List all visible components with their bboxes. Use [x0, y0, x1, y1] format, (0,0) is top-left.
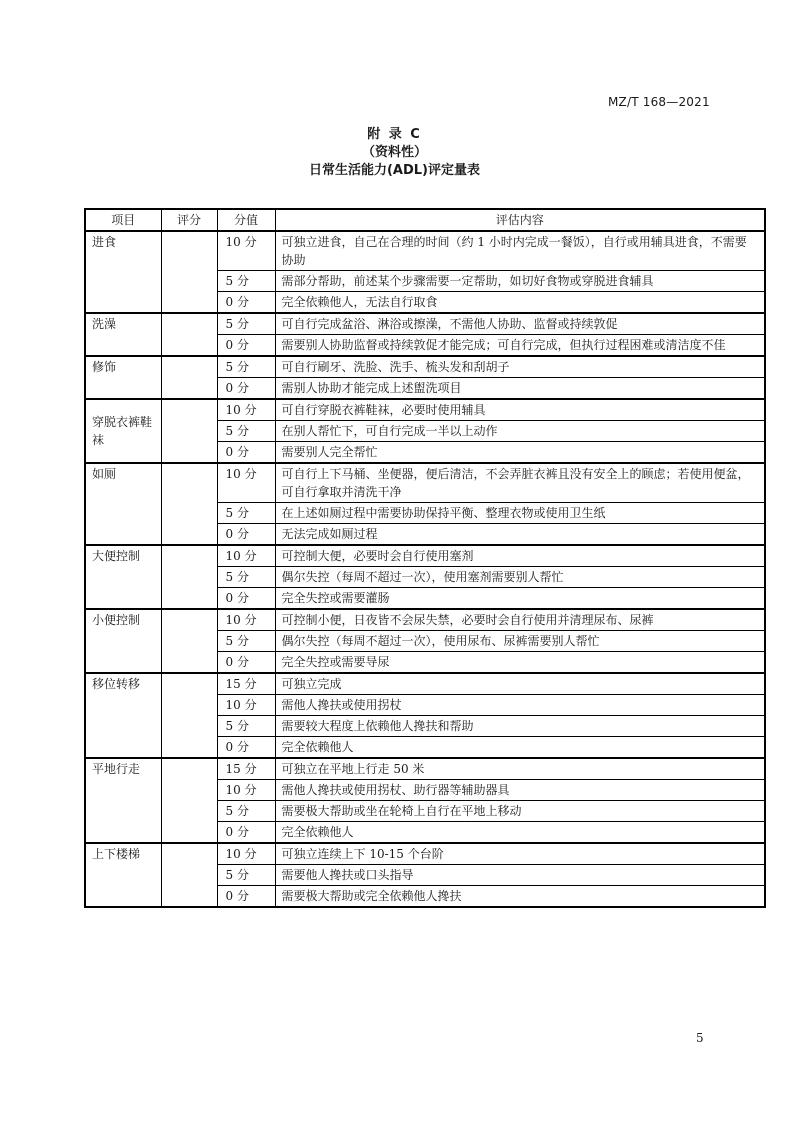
page-number: 5 — [696, 1031, 704, 1045]
header-rating: 评分 — [161, 209, 217, 231]
header-content: 评估内容 — [275, 209, 765, 231]
table-header-row — [85, 209, 765, 231]
score-cell: 5 分 — [217, 421, 275, 442]
content-cell: 在别人帮忙下，可自行完成一半以上动作 — [275, 421, 765, 442]
score-cell: 10 分 — [217, 780, 275, 801]
score-cell: 10 分 — [217, 231, 275, 271]
content-cell: 完全依赖他人 — [275, 737, 765, 759]
score-cell: 0 分 — [217, 335, 275, 357]
table-title: 日常生活能力(ADL)评定量表 — [308, 163, 481, 178]
item-cell: 平地行走 — [85, 758, 161, 843]
rating-cell — [161, 231, 217, 313]
rating-cell — [161, 843, 217, 907]
content-cell: 可控制小便，日夜皆不会尿失禁，必要时会自行使用并清理尿布、尿裤 — [275, 609, 765, 631]
score-cell: 0 分 — [217, 442, 275, 464]
rating-cell — [161, 313, 217, 356]
content-cell: 可控制大便，必要时会自行使用塞剂 — [275, 545, 765, 567]
score-cell: 5 分 — [217, 271, 275, 292]
content-cell: 偶尔失控（每周不超过一次），使用尿布、尿裤需要别人帮忙 — [275, 631, 765, 652]
content-cell: 需要他人搀扶或口头指导 — [275, 865, 765, 886]
content-cell: 可自行穿脱衣裤鞋袜，必要时使用辅具 — [275, 399, 765, 421]
item-cell: 小便控制 — [85, 609, 161, 673]
item-cell: 大便控制 — [85, 545, 161, 609]
score-cell: 10 分 — [217, 399, 275, 421]
score-cell: 10 分 — [217, 463, 275, 503]
score-cell: 5 分 — [217, 631, 275, 652]
score-cell: 5 分 — [217, 503, 275, 524]
content-cell: 可独立在平地上行走 50 米 — [275, 758, 765, 780]
content-cell: 可独立连续上下 10-15 个台阶 — [275, 843, 765, 865]
content-cell: 需要别人协助监督或持续敦促才能完成；可自行完成，但执行过程困难或清洁度不佳 — [275, 335, 765, 357]
item-cell: 移位转移 — [85, 673, 161, 758]
item-cell: 洗澡 — [85, 313, 161, 356]
score-cell: 5 分 — [217, 356, 275, 378]
score-cell: 0 分 — [217, 822, 275, 844]
item-cell: 穿脱衣裤鞋袜 — [85, 399, 161, 463]
appendix-nature: （资料性） — [361, 145, 427, 160]
rating-cell — [161, 356, 217, 399]
table-row — [85, 545, 765, 567]
content-cell: 需要极大帮助或坐在轮椅上自行在平地上移动 — [275, 801, 765, 822]
rating-cell — [161, 399, 217, 463]
rating-cell — [161, 758, 217, 843]
score-cell: 15 分 — [217, 673, 275, 695]
score-cell: 0 分 — [217, 378, 275, 400]
adl-assessment-table — [84, 208, 766, 908]
score-cell: 15 分 — [217, 758, 275, 780]
rating-cell — [161, 545, 217, 609]
score-cell: 5 分 — [217, 801, 275, 822]
content-cell: 需别人协助才能完成上述盥洗项目 — [275, 378, 765, 400]
score-cell: 10 分 — [217, 545, 275, 567]
item-cell: 如厕 — [85, 463, 161, 545]
content-cell: 需他人搀扶或使用拐杖 — [275, 695, 765, 716]
score-cell: 5 分 — [217, 567, 275, 588]
standard-code: MZ/T 168—2021 — [608, 95, 710, 109]
content-cell: 需要别人完全帮忙 — [275, 442, 765, 464]
content-cell: 需要极大帮助或完全依赖他人搀扶 — [275, 886, 765, 908]
content-cell: 需部分帮助，前述某个步骤需要一定帮助，如切好食物或穿脱进食辅具 — [275, 271, 765, 292]
content-cell: 可自行刷牙、洗脸、洗手、梳头发和刮胡子 — [275, 356, 765, 378]
content-cell: 需他人搀扶或使用拐杖、助行器等辅助器具 — [275, 780, 765, 801]
score-cell: 5 分 — [217, 313, 275, 335]
score-cell: 0 分 — [217, 292, 275, 314]
table-row — [85, 673, 765, 695]
content-cell: 完全失控或需要灌肠 — [275, 588, 765, 610]
title-block — [0, 126, 789, 180]
table-row — [85, 609, 765, 631]
content-cell: 可独立完成 — [275, 673, 765, 695]
rating-cell — [161, 673, 217, 758]
score-cell: 0 分 — [217, 588, 275, 610]
header-score: 分值 — [217, 209, 275, 231]
item-cell: 上下楼梯 — [85, 843, 161, 907]
score-cell: 0 分 — [217, 524, 275, 546]
content-cell: 无法完成如厕过程 — [275, 524, 765, 546]
table-row — [85, 843, 765, 865]
content-cell: 可自行完成盆浴、淋浴或擦澡，不需他人协助、监督或持续敦促 — [275, 313, 765, 335]
score-cell: 5 分 — [217, 865, 275, 886]
content-cell: 可独立进食，自己在合理的时间（约 1 小时内完成一餐饭），自行或用辅具进食，不需要协助 — [275, 231, 765, 271]
score-cell: 0 分 — [217, 652, 275, 674]
score-cell: 0 分 — [217, 886, 275, 908]
score-cell: 0 分 — [217, 737, 275, 759]
table-row — [85, 399, 765, 421]
content-cell: 需要较大程度上依赖他人搀扶和帮助 — [275, 716, 765, 737]
content-cell: 完全依赖他人，无法自行取食 — [275, 292, 765, 314]
header-item: 项目 — [85, 209, 161, 231]
table-row — [85, 313, 765, 335]
table-row — [85, 356, 765, 378]
table-body — [85, 231, 765, 907]
score-cell: 5 分 — [217, 716, 275, 737]
content-cell: 完全依赖他人 — [275, 822, 765, 844]
score-cell: 10 分 — [217, 843, 275, 865]
content-cell: 偶尔失控（每周不超过一次），使用塞剂需要别人帮忙 — [275, 567, 765, 588]
rating-cell — [161, 609, 217, 673]
score-cell: 10 分 — [217, 695, 275, 716]
item-cell: 进食 — [85, 231, 161, 313]
appendix-label: 附 录 C — [367, 127, 422, 142]
content-cell: 可自行上下马桶、坐便器，便后清洁，不会弄脏衣裤且没有安全上的顾虑；若使用便盆，可自行拿取并清洗干净 — [275, 463, 765, 503]
table-row — [85, 758, 765, 780]
content-cell: 在上述如厕过程中需要协助保持平衡、整理衣物或使用卫生纸 — [275, 503, 765, 524]
score-cell: 10 分 — [217, 609, 275, 631]
rating-cell — [161, 463, 217, 545]
table-row — [85, 463, 765, 503]
item-cell: 修饰 — [85, 356, 161, 399]
content-cell: 完全失控或需要导尿 — [275, 652, 765, 674]
table-row — [85, 231, 765, 271]
